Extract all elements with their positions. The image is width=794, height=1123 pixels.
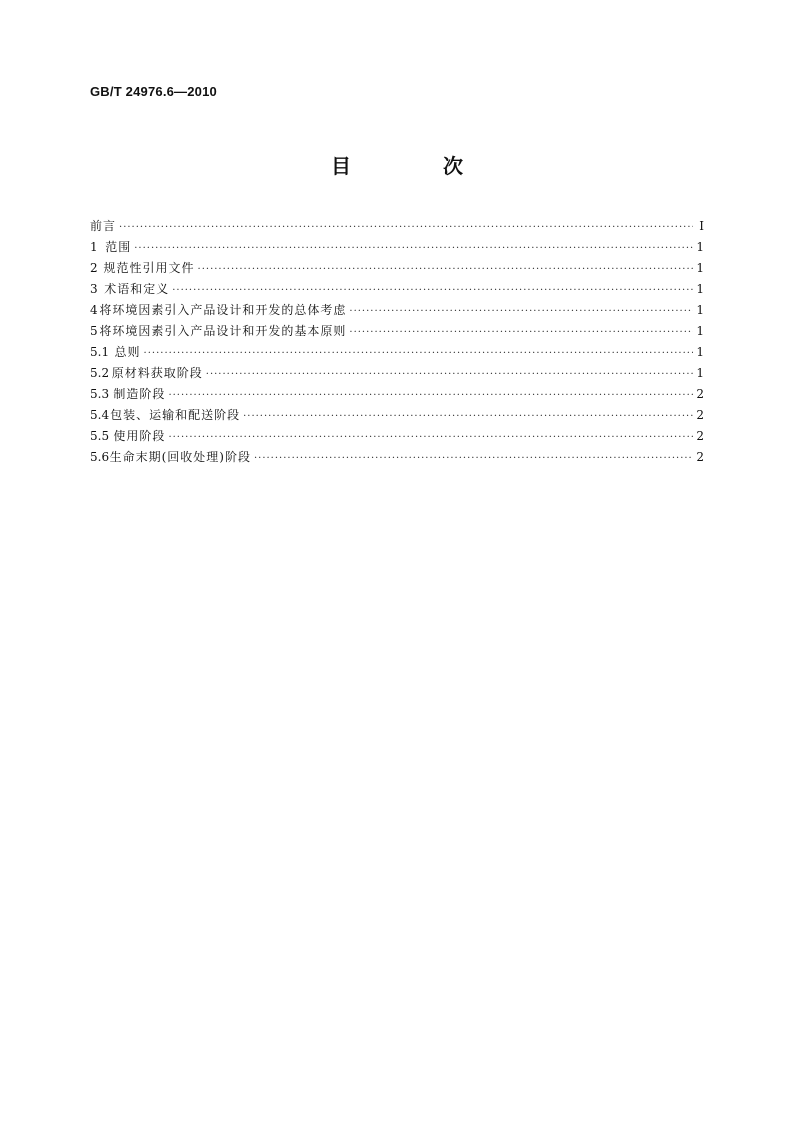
toc-leader-dots [349,322,693,343]
toc-entry-label: 包装、运输和配送阶段 [110,408,241,422]
standard-code: GB/T 24976.6—2010 [90,84,217,99]
toc-entry-label: 将环境因素引入产品设计和开发的基本原则 [99,324,347,338]
toc-entry-page: 1 [696,261,704,275]
toc-leader-dots [172,280,693,301]
toc-entry-foreword[interactable] [90,216,704,237]
toc-entry-page: 2 [696,450,704,464]
toc-entry-5-3[interactable] [90,384,704,405]
toc-entry-5-1[interactable] [90,342,704,363]
toc-entry-label: 范围 [105,240,132,254]
toc-entry-number: 1 [90,240,98,254]
toc-entry-number: 5.3 [90,387,110,401]
toc-entry-page: Ⅰ [699,219,704,233]
toc-entry-label: 将环境因素引入产品设计和开发的总体考虑 [99,303,347,317]
toc-entry-number: 5.4 [90,408,110,422]
toc-entry-5-2[interactable] [90,363,704,384]
toc-entry-label: 规范性引用文件 [103,261,195,275]
toc-entry-5-5[interactable] [90,426,704,447]
toc-leader-dots [144,343,693,364]
table-of-contents [90,216,704,468]
toc-entry-label: 原材料获取阶段 [111,366,203,380]
toc-entry-1[interactable] [90,237,704,258]
toc-entry-label: 术语和定义 [104,282,170,296]
toc-entry-number: 5.2 [90,366,110,380]
toc-leader-dots [206,364,693,385]
toc-entry-label: 前言 [90,219,117,233]
toc-entry-number: 3 [90,282,98,296]
toc-entry-label: 制造阶段 [113,387,166,401]
toc-entry-label: 生命末期(回收处理)阶段 [109,450,251,464]
toc-entry-5-6[interactable] [90,447,704,468]
toc-entry-number: 5.5 [90,429,110,443]
toc-entry-5[interactable] [90,321,704,342]
toc-entry-page: 1 [696,345,704,359]
toc-entry-page: 2 [696,408,704,422]
page-title: 目 次 [331,154,499,178]
toc-entry-number: 5.6 [90,450,110,464]
toc-entry-number: 4 [90,303,98,317]
toc-leader-dots [119,217,693,238]
toc-entry-page: 1 [696,366,704,380]
toc-entry-page: 1 [696,324,704,338]
toc-leader-dots [349,301,693,322]
toc-entry-number: 5.1 [90,345,110,359]
toc-entry-page: 2 [696,429,704,443]
toc-entry-label: 使用阶段 [113,429,166,443]
toc-leader-dots [198,259,693,280]
toc-entry-page: 1 [696,240,704,254]
toc-entry-number: 5 [90,324,98,338]
toc-leader-dots [168,427,693,448]
toc-leader-dots [254,448,693,469]
toc-entry-page: 1 [696,303,704,317]
toc-leader-dots [168,385,693,406]
toc-entry-4[interactable] [90,300,704,321]
toc-entry-number: 2 [90,261,98,275]
toc-entry-2[interactable] [90,258,704,279]
toc-entry-page: 1 [696,282,704,296]
toc-entry-page: 2 [696,387,704,401]
toc-entry-label: 总则 [114,345,141,359]
toc-leader-dots [134,238,693,259]
toc-leader-dots [243,406,693,427]
toc-entry-5-4[interactable] [90,405,704,426]
toc-entry-3[interactable] [90,279,704,300]
